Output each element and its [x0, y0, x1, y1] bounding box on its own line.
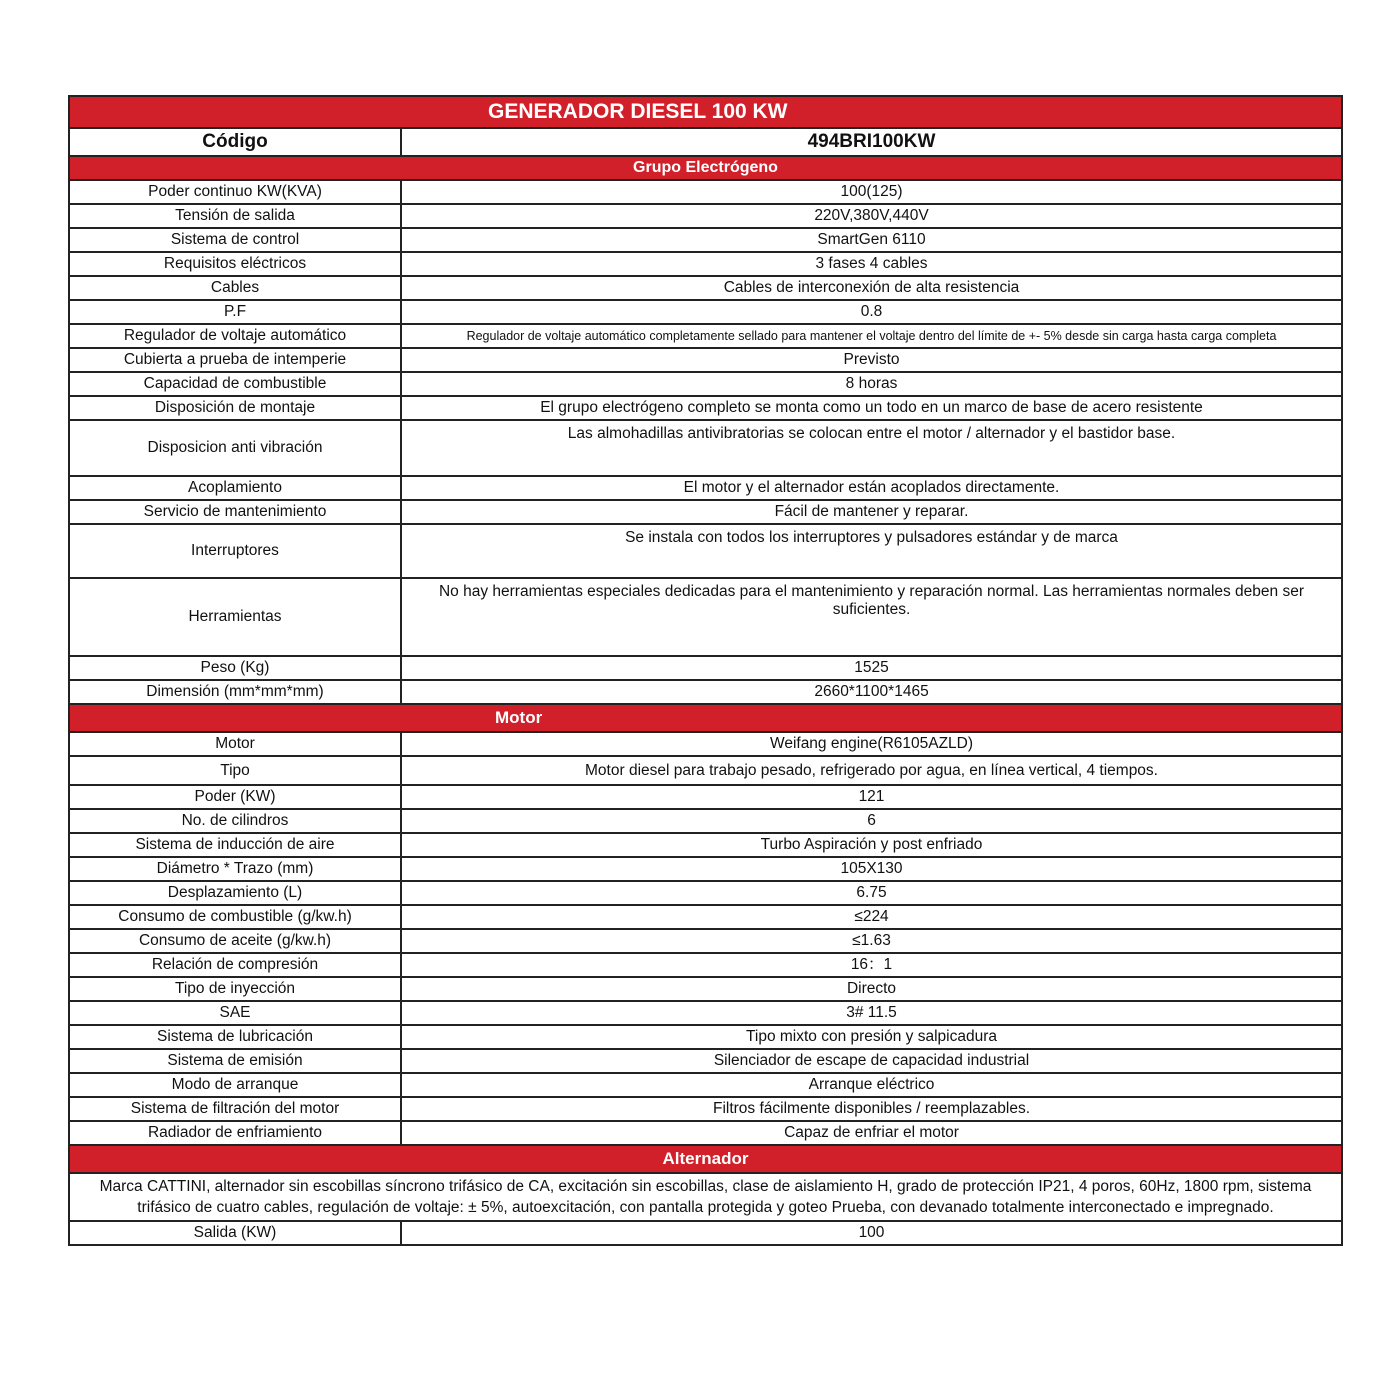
row-label: Requisitos eléctricos: [69, 252, 401, 276]
table-row: [69, 680, 1342, 704]
alternador-description: Marca CATTINI, alternador sin escobillas síncrono trifásico de CA, excitación sin escobillas, clase de aislamiento H, grado de protección IP21, 4 poros, 60Hz, 1800 rpm, sistema trifásico de cuatro cables, regulación de voltaje: ± 5%, autoexcitación, con pantalla protegida y goteo Prueba, con devanado totalmente interconectado e impregnado.: [69, 1173, 1342, 1221]
row-value: Las almohadillas antivibratorias se colocan entre el motor / alternador y el bastidor base.: [401, 420, 1342, 476]
row-label: Consumo de aceite (g/kw.h): [69, 929, 401, 953]
row-value: Regulador de voltaje automático completamente sellado para mantener el voltaje dentro del límite de +- 5% desde sin carga hasta carga completa: [401, 324, 1342, 348]
row-label: Disposición de montaje: [69, 396, 401, 420]
table-row: [69, 372, 1342, 396]
row-value: 3# 11.5: [401, 1001, 1342, 1025]
table-row: [69, 756, 1342, 785]
row-value: 220V,380V,440V: [401, 204, 1342, 228]
row-label: Diámetro * Trazo (mm): [69, 857, 401, 881]
row-value: 16：1: [401, 953, 1342, 977]
table-row: [69, 180, 1342, 204]
row-label: Sistema de emisión: [69, 1049, 401, 1073]
table-row: [69, 977, 1342, 1001]
row-value: Tipo mixto con presión y salpicadura: [401, 1025, 1342, 1049]
section-alternador: [69, 1145, 1342, 1173]
row-label: Interruptores: [69, 524, 401, 578]
row-label: Cables: [69, 276, 401, 300]
row-label: Cubierta a prueba de intemperie: [69, 348, 401, 372]
table-row: [69, 857, 1342, 881]
spec-table: [68, 95, 1343, 1246]
row-value: Weifang engine(R6105AZLD): [401, 732, 1342, 756]
table-row: [69, 204, 1342, 228]
row-value: 2660*1100*1465: [401, 680, 1342, 704]
row-label: Consumo de combustible (g/kw.h): [69, 905, 401, 929]
table-row: [69, 1025, 1342, 1049]
row-label: Modo de arranque: [69, 1073, 401, 1097]
row-value: Silenciador de escape de capacidad industrial: [401, 1049, 1342, 1073]
alternador-output-value: 100: [401, 1221, 1342, 1245]
row-value: 0.8: [401, 300, 1342, 324]
table-row: [69, 809, 1342, 833]
row-label: Radiador de enfriamiento: [69, 1121, 401, 1145]
row-label: Dimensión (mm*mm*mm): [69, 680, 401, 704]
grupo-rows: [69, 180, 1342, 704]
table-row: [69, 1073, 1342, 1097]
alternador-description-row: [69, 1173, 1342, 1221]
row-label: Capacidad de combustible: [69, 372, 401, 396]
row-label: Regulador de voltaje automático: [69, 324, 401, 348]
table-row: [69, 276, 1342, 300]
row-value: Directo: [401, 977, 1342, 1001]
table-row: [69, 500, 1342, 524]
table-row: [69, 252, 1342, 276]
row-value: Turbo Aspiración y post enfriado: [401, 833, 1342, 857]
table-row: [69, 833, 1342, 857]
table-row: [69, 1049, 1342, 1073]
row-value: Cables de interconexión de alta resistencia: [401, 276, 1342, 300]
table-row: [69, 732, 1342, 756]
row-value: 121: [401, 785, 1342, 809]
row-label: Peso (Kg): [69, 656, 401, 680]
table-row: [69, 881, 1342, 905]
row-value: El grupo electrógeno completo se monta como un todo en un marco de base de acero resistente: [401, 396, 1342, 420]
section-motor-title: Motor: [69, 704, 1342, 732]
row-value: Capaz de enfriar el motor: [401, 1121, 1342, 1145]
title-row: [69, 96, 1342, 128]
row-value: 6: [401, 809, 1342, 833]
page-title: GENERADOR DIESEL 100 KW: [69, 96, 1342, 128]
row-label: Relación de compresión: [69, 953, 401, 977]
table-row: [69, 324, 1342, 348]
table-row: [69, 524, 1342, 578]
row-label: No. de cilindros: [69, 809, 401, 833]
table-row: [69, 1097, 1342, 1121]
table-row: [69, 1121, 1342, 1145]
row-value: Previsto: [401, 348, 1342, 372]
row-value: 8 horas: [401, 372, 1342, 396]
row-label: Sistema de lubricación: [69, 1025, 401, 1049]
row-label: Tipo de inyección: [69, 977, 401, 1001]
row-value: 105X130: [401, 857, 1342, 881]
row-value: Motor diesel para trabajo pesado, refrigerado por agua, en línea vertical, 4 tiempos.: [401, 756, 1342, 785]
table-row: [69, 905, 1342, 929]
row-label: Motor: [69, 732, 401, 756]
row-value: Fácil de mantener y reparar.: [401, 500, 1342, 524]
row-value: 1525: [401, 656, 1342, 680]
alternador-output-label: Salida (KW): [69, 1221, 401, 1245]
row-value: 3 fases 4 cables: [401, 252, 1342, 276]
table-row: [69, 228, 1342, 252]
table-row: [69, 785, 1342, 809]
row-value: 100(125): [401, 180, 1342, 204]
section-alternador-title: Alternador: [69, 1145, 1342, 1173]
row-value: Filtros fácilmente disponibles / reemplazables.: [401, 1097, 1342, 1121]
table-row: [69, 578, 1342, 656]
table-row: [69, 476, 1342, 500]
row-label: Sistema de filtración del motor: [69, 1097, 401, 1121]
code-row: [69, 128, 1342, 156]
row-value: ≤1.63: [401, 929, 1342, 953]
table-row: [69, 953, 1342, 977]
row-label: Sistema de control: [69, 228, 401, 252]
alternador-output-row: [69, 1221, 1342, 1245]
row-value: El motor y el alternador están acoplados directamente.: [401, 476, 1342, 500]
code-label: Código: [69, 128, 401, 156]
row-value: 6.75: [401, 881, 1342, 905]
row-label: Acoplamiento: [69, 476, 401, 500]
row-value: No hay herramientas especiales dedicadas para el mantenimiento y reparación normal. Las herramientas normales deben ser suficientes.: [401, 578, 1342, 656]
code-value: 494BRI100KW: [401, 128, 1342, 156]
row-value: Se instala con todos los interruptores y pulsadores estándar y de marca: [401, 524, 1342, 578]
table-row: [69, 396, 1342, 420]
table-row: [69, 300, 1342, 324]
row-label: Desplazamiento (L): [69, 881, 401, 905]
section-motor: [69, 704, 1342, 732]
motor-rows: [69, 732, 1342, 1145]
row-value: SmartGen 6110: [401, 228, 1342, 252]
row-label: Servicio de mantenimiento: [69, 500, 401, 524]
row-label: Tensión de salida: [69, 204, 401, 228]
row-value: ≤224: [401, 905, 1342, 929]
table-row: [69, 929, 1342, 953]
row-label: P.F: [69, 300, 401, 324]
row-label: Sistema de inducción de aire: [69, 833, 401, 857]
section-grupo: [69, 156, 1342, 180]
row-label: Poder continuo KW(KVA): [69, 180, 401, 204]
row-label: SAE: [69, 1001, 401, 1025]
row-label: Herramientas: [69, 578, 401, 656]
table-row: [69, 656, 1342, 680]
section-grupo-title: Grupo Electrógeno: [69, 156, 1342, 180]
spec-sheet: [68, 95, 1341, 1246]
row-value: Arranque eléctrico: [401, 1073, 1342, 1097]
row-label: Tipo: [69, 756, 401, 785]
table-row: [69, 420, 1342, 476]
row-label: Poder (KW): [69, 785, 401, 809]
table-row: [69, 1001, 1342, 1025]
table-row: [69, 348, 1342, 372]
row-label: Disposicion anti vibración: [69, 420, 401, 476]
